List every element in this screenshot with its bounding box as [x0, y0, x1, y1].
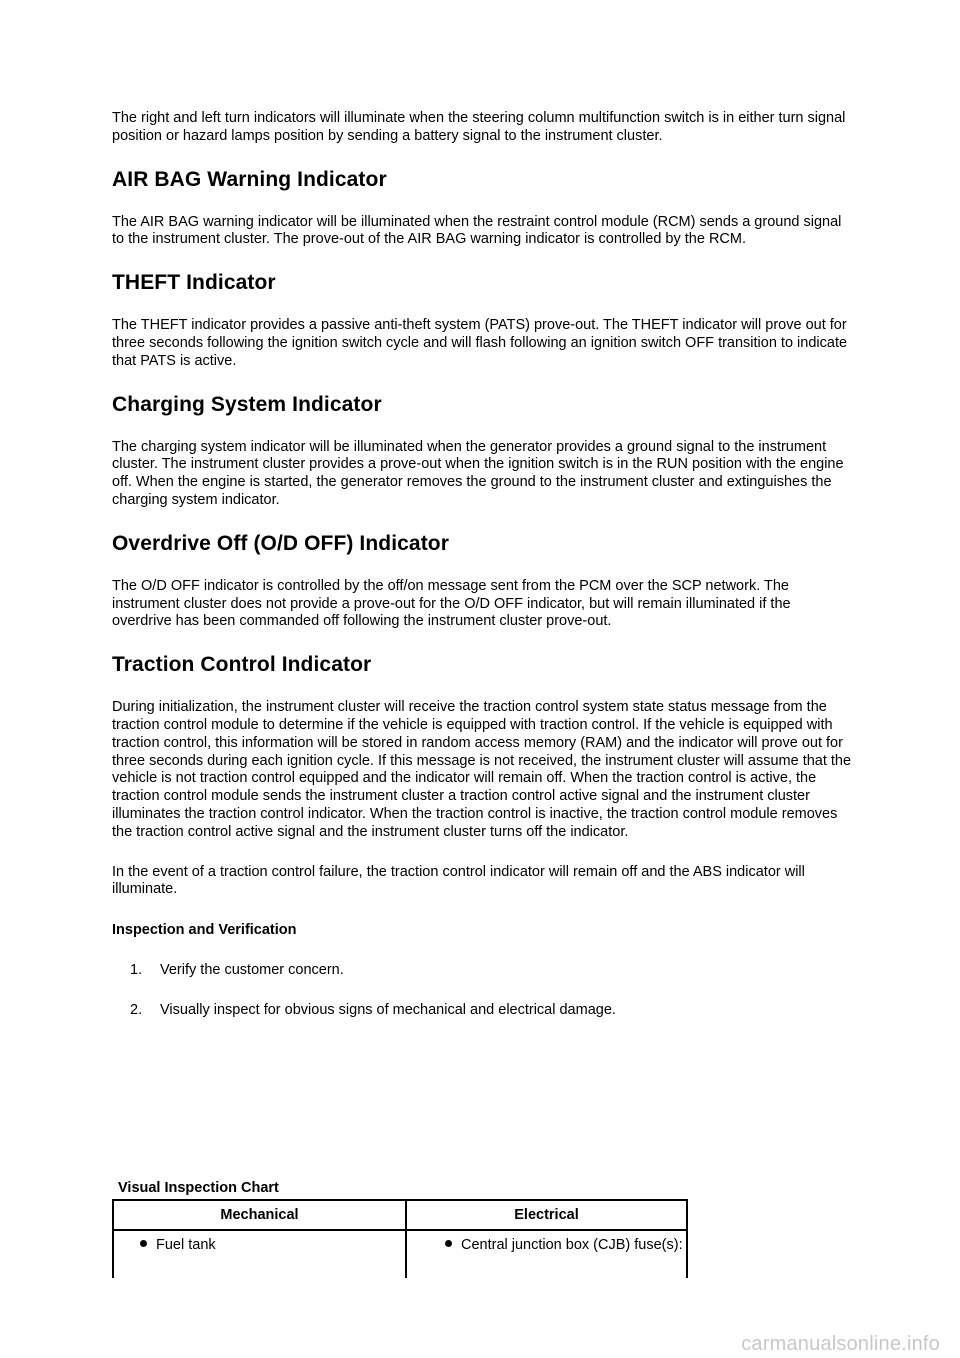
section-paragraph: In the event of a traction control failure, the traction control indicator will remain off and the ABS indicator will illuminate.	[112, 863, 805, 898]
table-cell-mechanical	[113, 1230, 406, 1278]
list-item	[112, 1001, 852, 1019]
section-heading-traction: Traction Control Indicator	[112, 653, 372, 677]
bullet-icon	[445, 1240, 452, 1247]
step-text: Visually inspect for obvious signs of mechanical and electrical damage.	[160, 1002, 616, 1019]
intro-paragraph: The right and left turn indicators will illuminate when the steering column multifunction switch is in either turn signal position or hazard lamps position by sending a battery signal to the instrument cluster.	[112, 110, 846, 144]
section-paragraph: The THEFT indicator provides a passive anti-theft system (PATS) prove-out. The THEFT indicator will prove out for three seconds following the ignition switch cycle and will flash following an ignition switch OFF transition to indicate that PATS is active.	[112, 317, 848, 369]
watermark-footer: carmanualsonline.info	[741, 1333, 940, 1355]
chart-title: Visual Inspection Chart	[118, 1180, 279, 1196]
inspection-steps	[112, 961, 852, 1019]
document-body	[112, 110, 852, 1041]
step-text: Verify the customer concern.	[160, 962, 344, 979]
table-cell-electrical	[406, 1230, 687, 1278]
visual-inspection-table	[112, 1199, 688, 1278]
cell-text: Fuel tank	[156, 1237, 216, 1253]
section-paragraph: During initialization, the instrument cluster will receive the traction control system state status message from the traction control module to determine if the vehicle is equipped with traction control. If the vehicle is equipped with traction control, this information will be stored in random access memory (RAM) and the indicator will prove out for three seconds during each ignition cycle. If this message is not received, the instrument cluster will assume that the vehicle is not traction control equipped and the indicator will remain off. When the traction control is active, the traction control module sends the instrument cluster a traction control active signal and the instrument cluster illuminates the traction control indicator. When the traction control is inactive, the traction control module removes the traction control active signal and the instrument cluster turns off the indicator.	[112, 699, 852, 840]
table-header-row	[113, 1200, 687, 1230]
section-heading-airbag: AIR BAG Warning Indicator	[112, 167, 387, 191]
cell-text: Central junction box (CJB) fuse(s):	[461, 1237, 683, 1253]
list-item	[112, 961, 852, 979]
bullet-icon	[140, 1240, 147, 1247]
step-number: 2.	[130, 1002, 143, 1019]
section-paragraph: The charging system indicator will be illuminated when the generator provides a ground signal to the instrument cluster. The instrument cluster provides a prove-out when the ignition switch is in the RUN position with the engine off. When the engine is started, the generator removes the ground to the instrument cluster and extinguishes the charging system indicator.	[112, 438, 844, 508]
section-heading-overdrive: Overdrive Off (O/D OFF) Indicator	[112, 531, 450, 555]
column-header-electrical: Electrical	[406, 1200, 687, 1230]
section-heading-charging: Charging System Indicator	[112, 392, 382, 416]
column-header-mechanical: Mechanical	[113, 1200, 406, 1230]
inspection-heading: Inspection and Verification	[112, 922, 297, 939]
table-row	[113, 1230, 687, 1278]
step-number: 1.	[130, 962, 143, 979]
section-heading-theft: THEFT Indicator	[112, 271, 276, 295]
section-paragraph: The O/D OFF indicator is controlled by the off/on message sent from the PCM over the SCP network. The instrument cluster does not provide a prove-out for the O/D OFF indicator, but will remain illuminated if the overdrive has been commanded off following the instrument cluster prove-out.	[112, 577, 791, 630]
section-paragraph: The AIR BAG warning indicator will be illuminated when the restraint control module (RCM) sends a ground signal to the instrument cluster. The prove-out of the AIR BAG warning indicator is controlled by the RCM.	[112, 213, 842, 248]
